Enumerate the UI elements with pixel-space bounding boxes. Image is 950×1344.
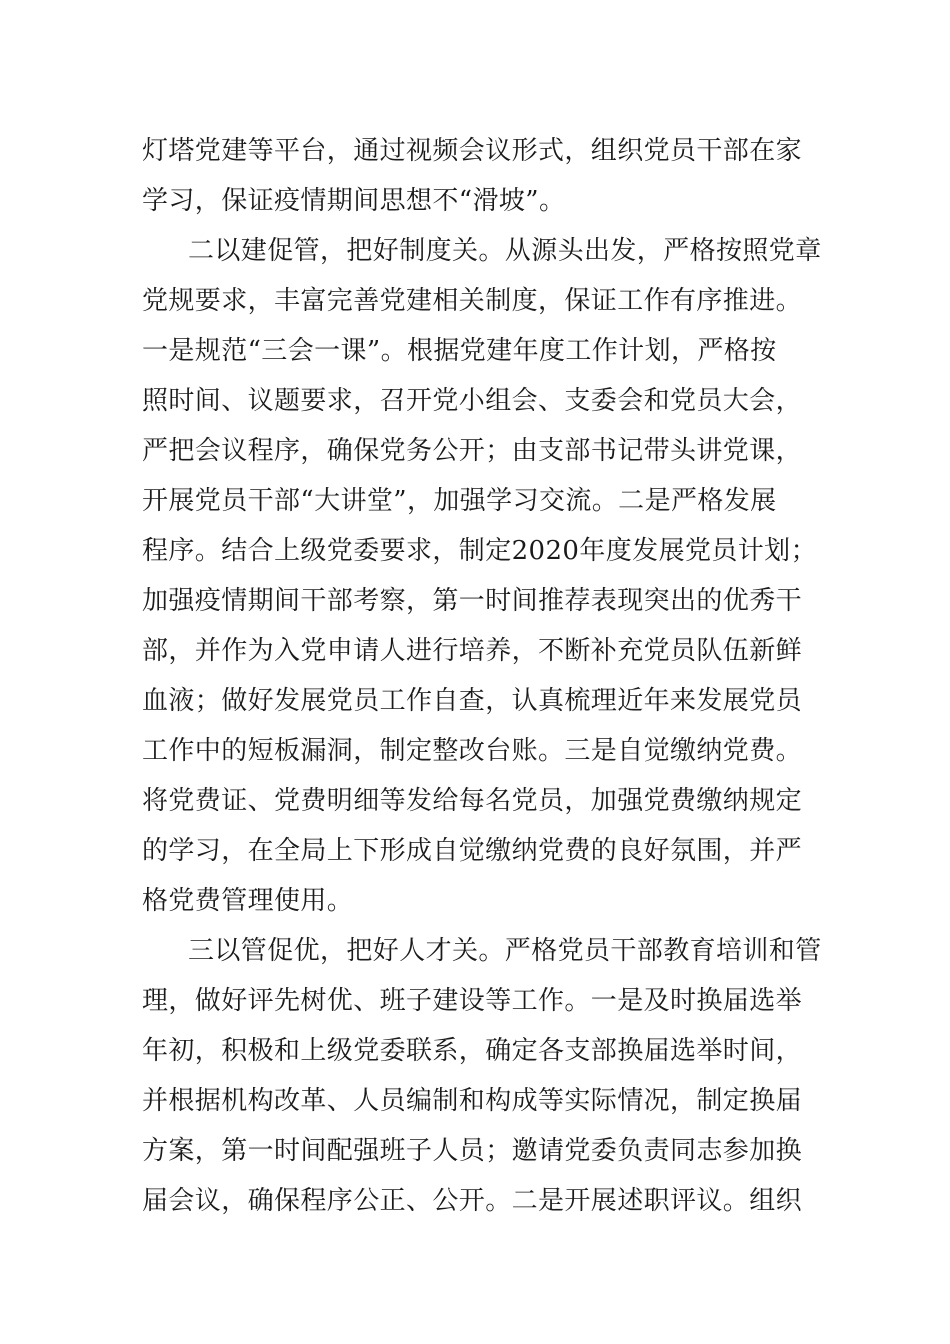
text-line: 程序。结合上级党委要求，制定2020年度发展党员计划； (142, 536, 817, 566)
text-line: 方案，第一时间配强班子人员；邀请党委负责同志参加换 (142, 1136, 803, 1166)
text-line: 血液；做好发展党员工作自查，认真梳理近年来发展党员 (142, 686, 803, 716)
text-line: 党规要求，丰富完善党建相关制度，保证工作有序推进。 (142, 286, 803, 316)
text-line: 开展党员干部“大讲堂”，加强学习交流。二是严格发展 (142, 486, 777, 516)
text-line: 部，并作为入党申请人进行培养，不断补充党员队伍新鲜 (142, 636, 803, 666)
text-line: 届会议，确保程序公正、公开。二是开展述职评议。组织 (142, 1186, 803, 1216)
paragraph-start-line: 二以建促管，把好制度关。从源头出发，严格按照党章 (188, 236, 822, 266)
text-line: 理，做好评先树优、班子建设等工作。一是及时换届选举 (142, 986, 803, 1016)
text-line: 年初，积极和上级党委联系，确定各支部换届选举时间， (142, 1036, 803, 1066)
text-line: 照时间、议题要求，召开党小组会、支委会和党员大会， (142, 386, 803, 416)
text-line: 的学习，在全局上下形成自觉缴纳党费的良好氛围，并严 (142, 836, 803, 866)
paragraph-start-line: 三以管促优，把好人才关。严格党员干部教育培训和管 (188, 936, 822, 966)
text-line: 灯塔党建等平台，通过视频会议形式，组织党员干部在家 (142, 136, 803, 166)
text-line: 将党费证、党费明细等发给每名党员，加强党费缴纳规定 (142, 786, 803, 816)
text-line: 加强疫情期间干部考察，第一时间推荐表现突出的优秀干 (142, 586, 803, 616)
text-line: 学习，保证疫情期间思想不“滑坡”。 (142, 186, 566, 216)
text-line: 工作中的短板漏洞，制定整改台账。三是自觉缴纳党费。 (142, 736, 803, 766)
text-line: 严把会议程序，确保党务公开；由支部书记带头讲党课， (142, 436, 803, 466)
text-line: 并根据机构改革、人员编制和构成等实际情况，制定换届 (142, 1086, 803, 1116)
text-line: 一是规范“三会一课”。根据党建年度工作计划，严格按 (142, 336, 777, 366)
text-line: 格党费管理使用。 (142, 886, 354, 916)
